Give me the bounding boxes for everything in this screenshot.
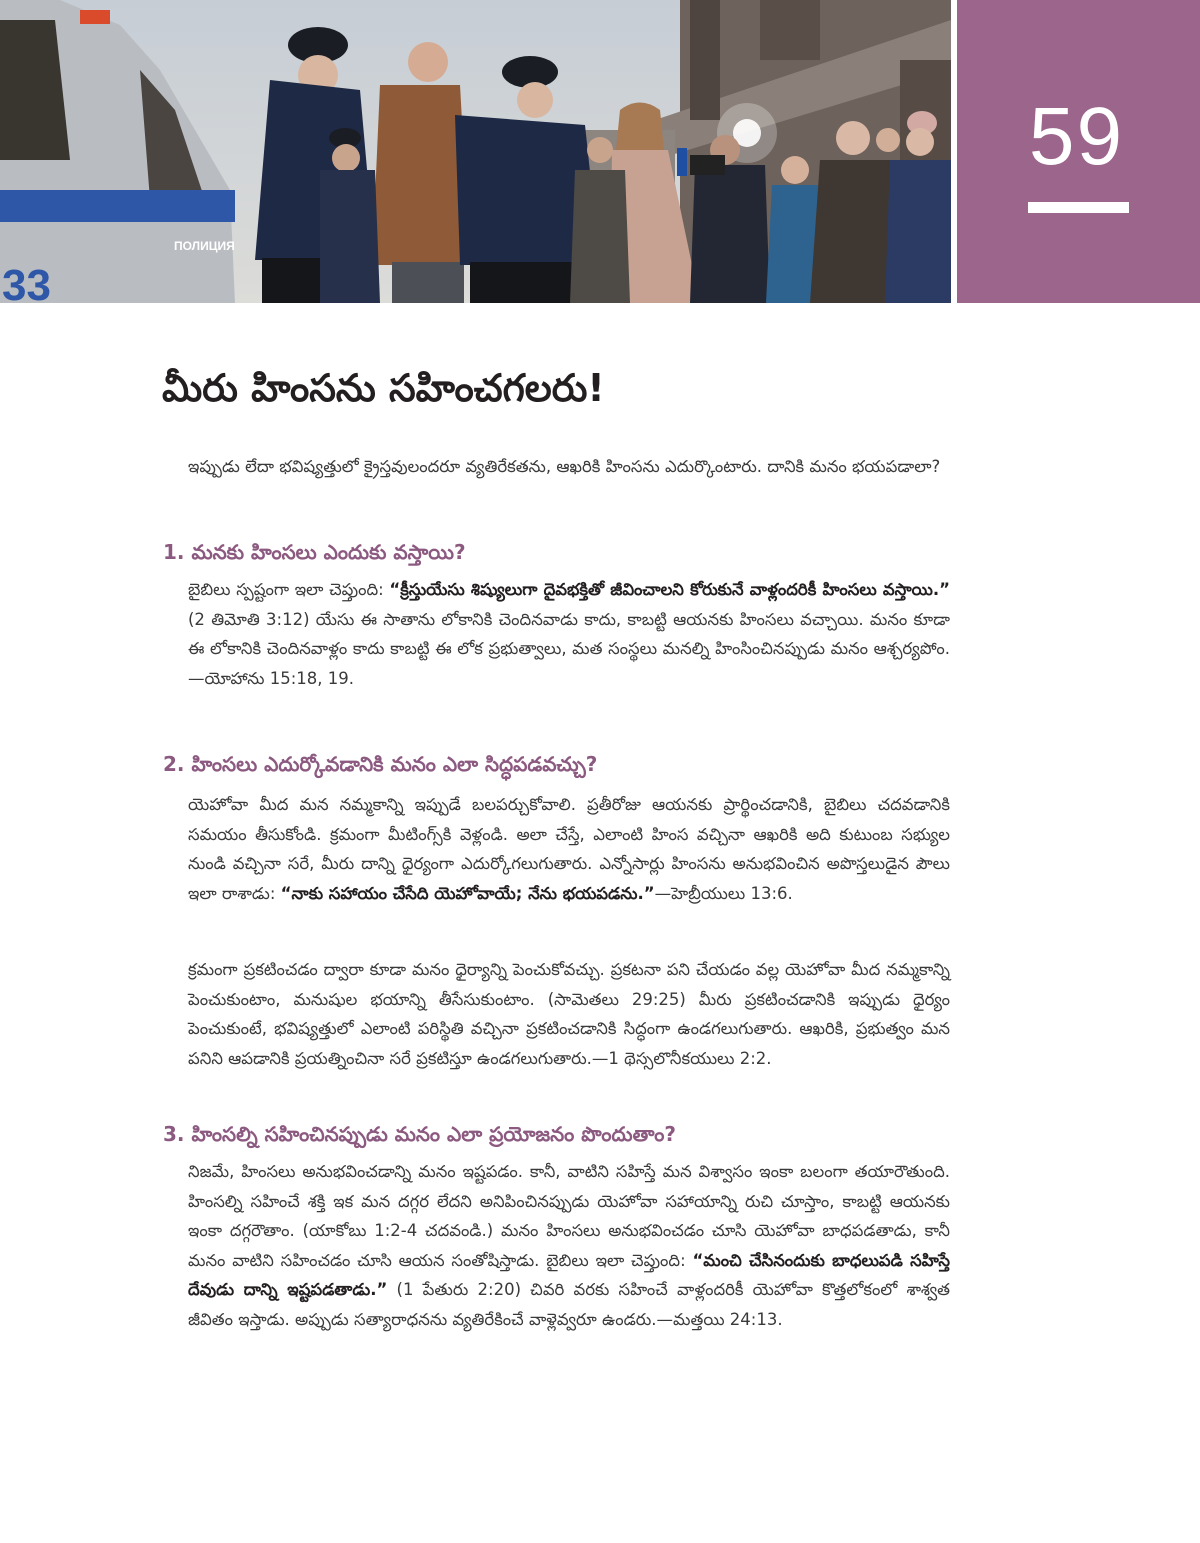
- lesson-number: 59: [1028, 91, 1125, 182]
- header-photo: [0, 0, 951, 303]
- page-title: మీరు హింసను సహించగలరు!: [162, 366, 605, 410]
- section-1-paragraph: [188, 575, 950, 693]
- paragraph-rest: (1 పేతురు 2:20) చివరి వరకు సహించే వాళ్లందరికీ యెహోవా కొత్తలోకంలో శాశ్వత జీవితం ఇస్తాడు. అప్పుడు సత్యారాధనను వ్యతిరేకించే వాళ్లెవ్వరూ ఉండరు.—మత్తయి 24:13.: [188, 1280, 950, 1329]
- paragraph-lead: క్రమంగా ప్రకటించడం ద్వారా కూడా మనం ధైర్యాన్ని పెంచుకోవచ్చు. ప్రకటనా పని చేయడం వల్ల యెహోవా మీద నమ్మకాన్ని పెంచుకుంటాం, మనుషుల భయాన్ని తీసేసుకుంటాం. (సామెతలు 29:25) మీరు ప్రకటించడానికి ఇప్పుడు ధైర్యం పెంచుకుంటే, భవిష్యత్తులో ఎలాంటి పరిస్థితి వచ్చినా ప్రకటించడానికి సిద్ధంగా ఉండగలుగుతారు. ఆఖరికి, ప్రభుత్వం మన పనిని ఆపడానికి ప్రయత్నించినా సరే ప్రకటిస్తూ ఉండగలుగుతారు.—1 థెస్సలొనీకయులు 2:2.: [188, 960, 950, 1068]
- scripture-quote: “నాకు సహాయం చేసేది యెహోవాయే; నేను భయపడను.”: [280, 883, 655, 903]
- scripture-quote: “మంచి చేసినందుకు బాధలుపడి సహిస్తే దేవుడు దాన్ని ఇష్టపడతాడు.”: [188, 1250, 950, 1299]
- lesson-number-block: [957, 0, 1200, 303]
- van-number: 33: [2, 261, 51, 303]
- section-2-paragraph-1: [188, 790, 950, 908]
- photo-arrest-scene-icon: [0, 0, 951, 303]
- section-2-paragraph-2: [188, 955, 950, 1073]
- section-question-2: 2. హింసలు ఎదుర్కోవడానికి మనం ఎలా సిద్ధపడవచ్చు?: [163, 752, 598, 776]
- lesson-number-underline: [1028, 202, 1129, 213]
- paragraph-rest: —హెబ్రీయులు 13:6.: [654, 883, 793, 903]
- section-question-3: 3. హింసల్ని సహించినప్పుడు మనం ఎలా ప్రయోజనం పొందుతాం?: [163, 1122, 676, 1146]
- scripture-quote: “క్రీస్తుయేసు శిష్యులుగా దైవభక్తితో జీవించాలని కోరుకునే వాళ్లందరికీ హింసలు వస్తాయి.”: [389, 580, 950, 599]
- paragraph-lead: నిజమే, హింసలు అనుభవించడాన్ని మనం ఇష్టపడం. కానీ, వాటిని సహిస్తే మన విశ్వాసం ఇంకా బలంగా తయారౌతుంది. హింసల్ని సహించే శక్తి ఇక మన దగ్గర లేదని అనిపించినప్పుడు యెహోవా సహాయాన్ని రుచి చూస్తాం, కాబట్టి ఆయనకు ఇంకా దగ్గరౌతాం. (యాకోబు 1:2-4 చదవండి.) మనం హింసలు అనుభవించడం చూసి యెహోవా బాధపడతాడు, కానీ మనం వాటిని సహించడం చూసి ఆయన సంతోషిస్తాడు. బైబిలు ఇలా చెప్తుంది:: [188, 1162, 950, 1270]
- paragraph-lead: యెహోవా మీద మన నమ్మకాన్ని ఇప్పుడే బలపర్చుకోవాలి. ప్రతీరోజు ఆయనకు ప్రార్థించడానికి, బైబిలు చదవడానికి సమయం తీసుకోండి. క్రమంగా మీటింగ్స్‌కి వెళ్లండి. అలా చేస్తే, ఎలాంటి హింస వచ్చినా ఆఖరికి అది కుటుంబ సభ్యుల నుండి వచ్చినా సరే, మీరు దాన్ని ధైర్యంగా ఎదుర్కోగలుగుతారు. ఎన్నోసార్లు హింసను అనుభవించిన అపొస్తలుడైన పౌలు ఇలా రాశాడు:: [188, 795, 950, 903]
- intro-paragraph: ఇప్పుడు లేదా భవిష్యత్తులో క్రైస్తవులందరూ వ్యతిరేకతను, ఆఖరికి హింసను ఎదుర్కొంటారు. దానికి మనం భయపడాలా?: [188, 457, 941, 476]
- section-3-paragraph: [188, 1157, 950, 1334]
- paragraph-rest: (2 తిమోతి 3:12) యేసు ఈ సాతాను లోకానికి చెందినవాడు కాదు, కాబట్టి ఆయనకు హింసలు వచ్చాయి. మనం కూడా ఈ లోకానికి చెందినవాళ్లం కాదు కాబట్టి ఈ లోక ప్రభుత్వాలు, మత సంస్థలు మనల్ని హింసించినప్పుడు మనం ఆశ్చర్యపోం.—యోహాను 15:18, 19.: [188, 609, 950, 688]
- paragraph-lead: బైబిలు స్పష్టంగా ఇలా చెప్తుంది:: [188, 580, 390, 599]
- van-label: ПОЛИЦИЯ: [174, 239, 235, 253]
- section-question-1: 1. మనకు హింసలు ఎందుకు వస్తాయి?: [163, 540, 466, 564]
